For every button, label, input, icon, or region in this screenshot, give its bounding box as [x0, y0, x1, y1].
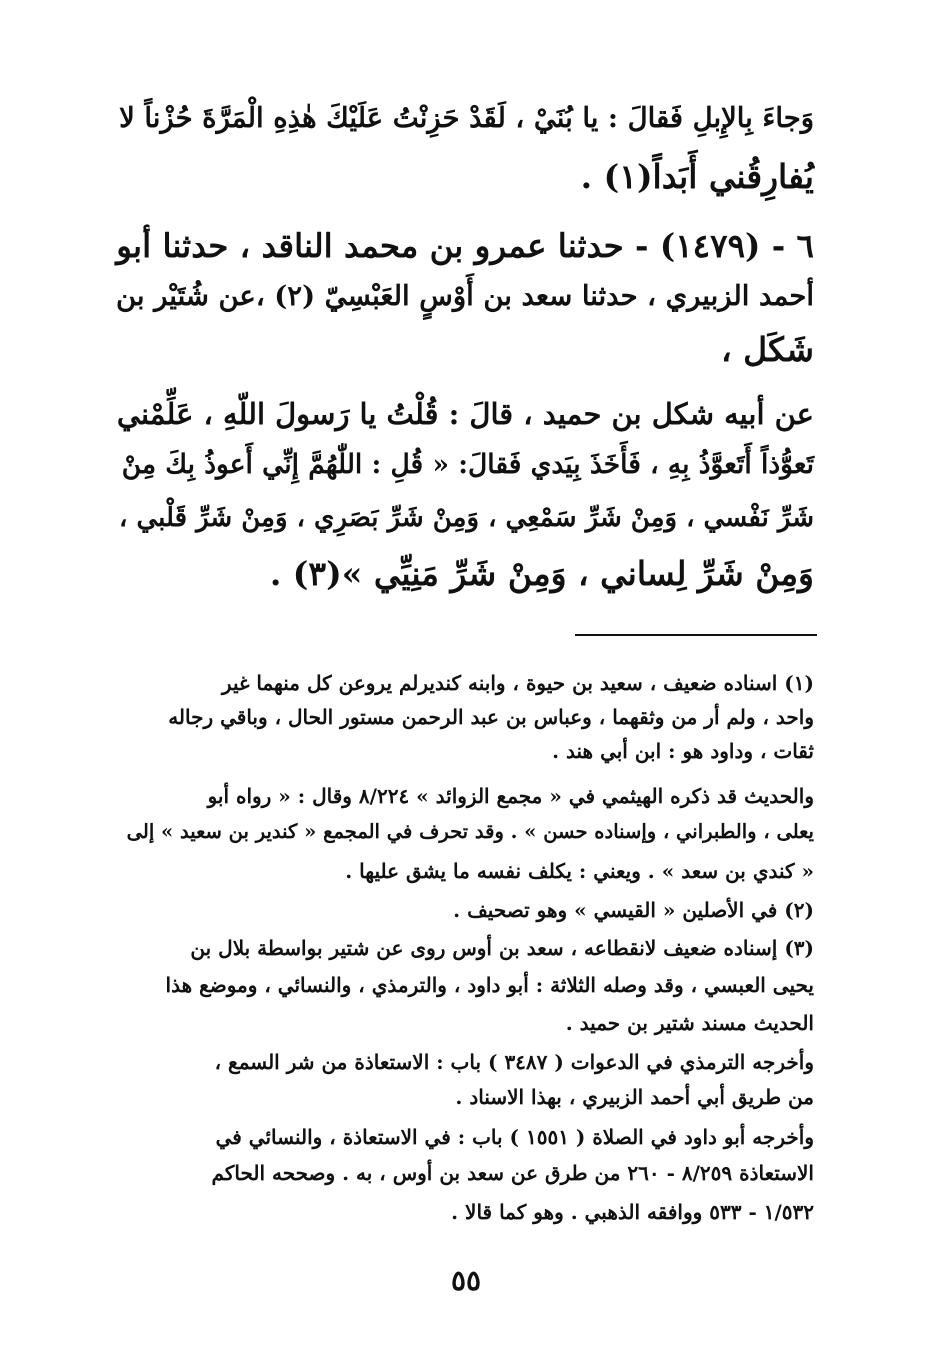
footnote-line: يحيى العبسي ، وقد وصله الثلاثة : أبو داود ، والترمذي ، والنسائي ، وموضع هذا — [165, 973, 814, 997]
footnote-line: « كندي بن سعد » . ويعني : يكلف نفسه ما يشق عليها . — [345, 859, 814, 883]
footnote-line: (٢) في الأصلين « القيسي » وهو تصحيف . — [453, 898, 814, 922]
footnote-line: (١) اسناده ضعيف ، سعيد بن حيوة ، وابنه كنديرلم يروعن كل منهما غير — [221, 671, 814, 695]
footnote-line: الاستعاذة ٨/٢٥٩ - ٢٦٠ من طرق عن سعد بن أوس ، به . وصححه الحاكم — [211, 1161, 814, 1185]
footnote-line: ١/٥٣٢ - ٥٣٣ ووافقه الذهبي . وهو كما قالا . — [451, 1200, 814, 1224]
footnote-line: ثقات ، وداود هو : ابن أبي هند . — [552, 739, 814, 763]
footnote-line: وأخرجه الترمذي في الدعوات ( ٣٤٨٧ ) باب : الاستعاذة من شر السمع ، — [214, 1050, 814, 1074]
footnote-line: الحديث مسند شتير بن حميد . — [565, 1011, 814, 1035]
footnote-line: وأخرجه أبو داود في الصلاة ( ١٥٥١ ) باب : في الاستعاذة ، والنسائي في — [215, 1125, 814, 1149]
text-line: تَعوُّذاً أَتَعوَّذُ بِهِ ، فَأَخَذَ بِيَدي فَقالَ: « قُلِ : اللّٰهُمَّ إِنِّي أَعوذُ بِكَ مِنْ — [121, 449, 814, 480]
text-line: شَكَل ، — [720, 330, 814, 369]
footnote-line: والحديث قد ذكره الهيثمي في « مجمع الزوائد » ٨/٢٢٤ وقال : « رواه أبو — [207, 784, 814, 808]
text-line: ٦ - (١٤٧٩) - حدثنا عمرو بن محمد الناقد ، حدثنا أبو — [116, 226, 814, 265]
footnote-line: يعلى ، والطبراني ، وإسناده حسن » . وقد تحرف في المجمع « كندير بن سعيد » إلى — [126, 820, 814, 843]
text-line: وَجاءَ بِالإِبلِ فَقالَ : يا بُنَيْ ، لَقَدْ حَزِنْتُ عَلَيْكَ هٰذِهِ الْمَرَّةَ حُزْناً لا — [119, 102, 814, 134]
text-line: عن أبيه شكل بن حميد ، قالَ : قُلْتُ يا رَسولَ اللّهِ ، عَلِّمْني — [116, 397, 814, 431]
text-line: يُفارِقُني أَبَداً(١) . — [580, 157, 814, 196]
footnote-line: (٣) إسناده ضعيف لانقطاعه ، سعد بن أوس روى عن شتير بواسطة بلال بن — [190, 936, 814, 960]
text-line: شَرِّ نَفْسي ، وَمِنْ شَرِّ سَمْعِي ، وَمِنْ شَرِّ بَصَرِي ، وَمِنْ شَرِّ قَلْبي ، — [119, 503, 814, 533]
footnote-line: من طريق أبي أحمد الزبيري ، بهذا الاسناد . — [455, 1085, 814, 1109]
page-number: ٥٥ — [450, 1264, 482, 1297]
footnotes — [114, 0, 814, 1260]
footnote-line: واحد ، ولم أر من وثقهما ، وعباس بن عبد الرحمن مستور الحال ، وباقي رجاله — [168, 705, 814, 729]
text-line: وَمِنْ شَرِّ لِساني ، وَمِنْ شَرِّ مَنِيِّي »(٣) . — [269, 554, 814, 593]
text-line: أحمد الزبيري ، حدثنا سعد بن أَوْسٍ العَبْسِيّ (٢) ،عن شُتَيْر بن — [115, 280, 814, 312]
